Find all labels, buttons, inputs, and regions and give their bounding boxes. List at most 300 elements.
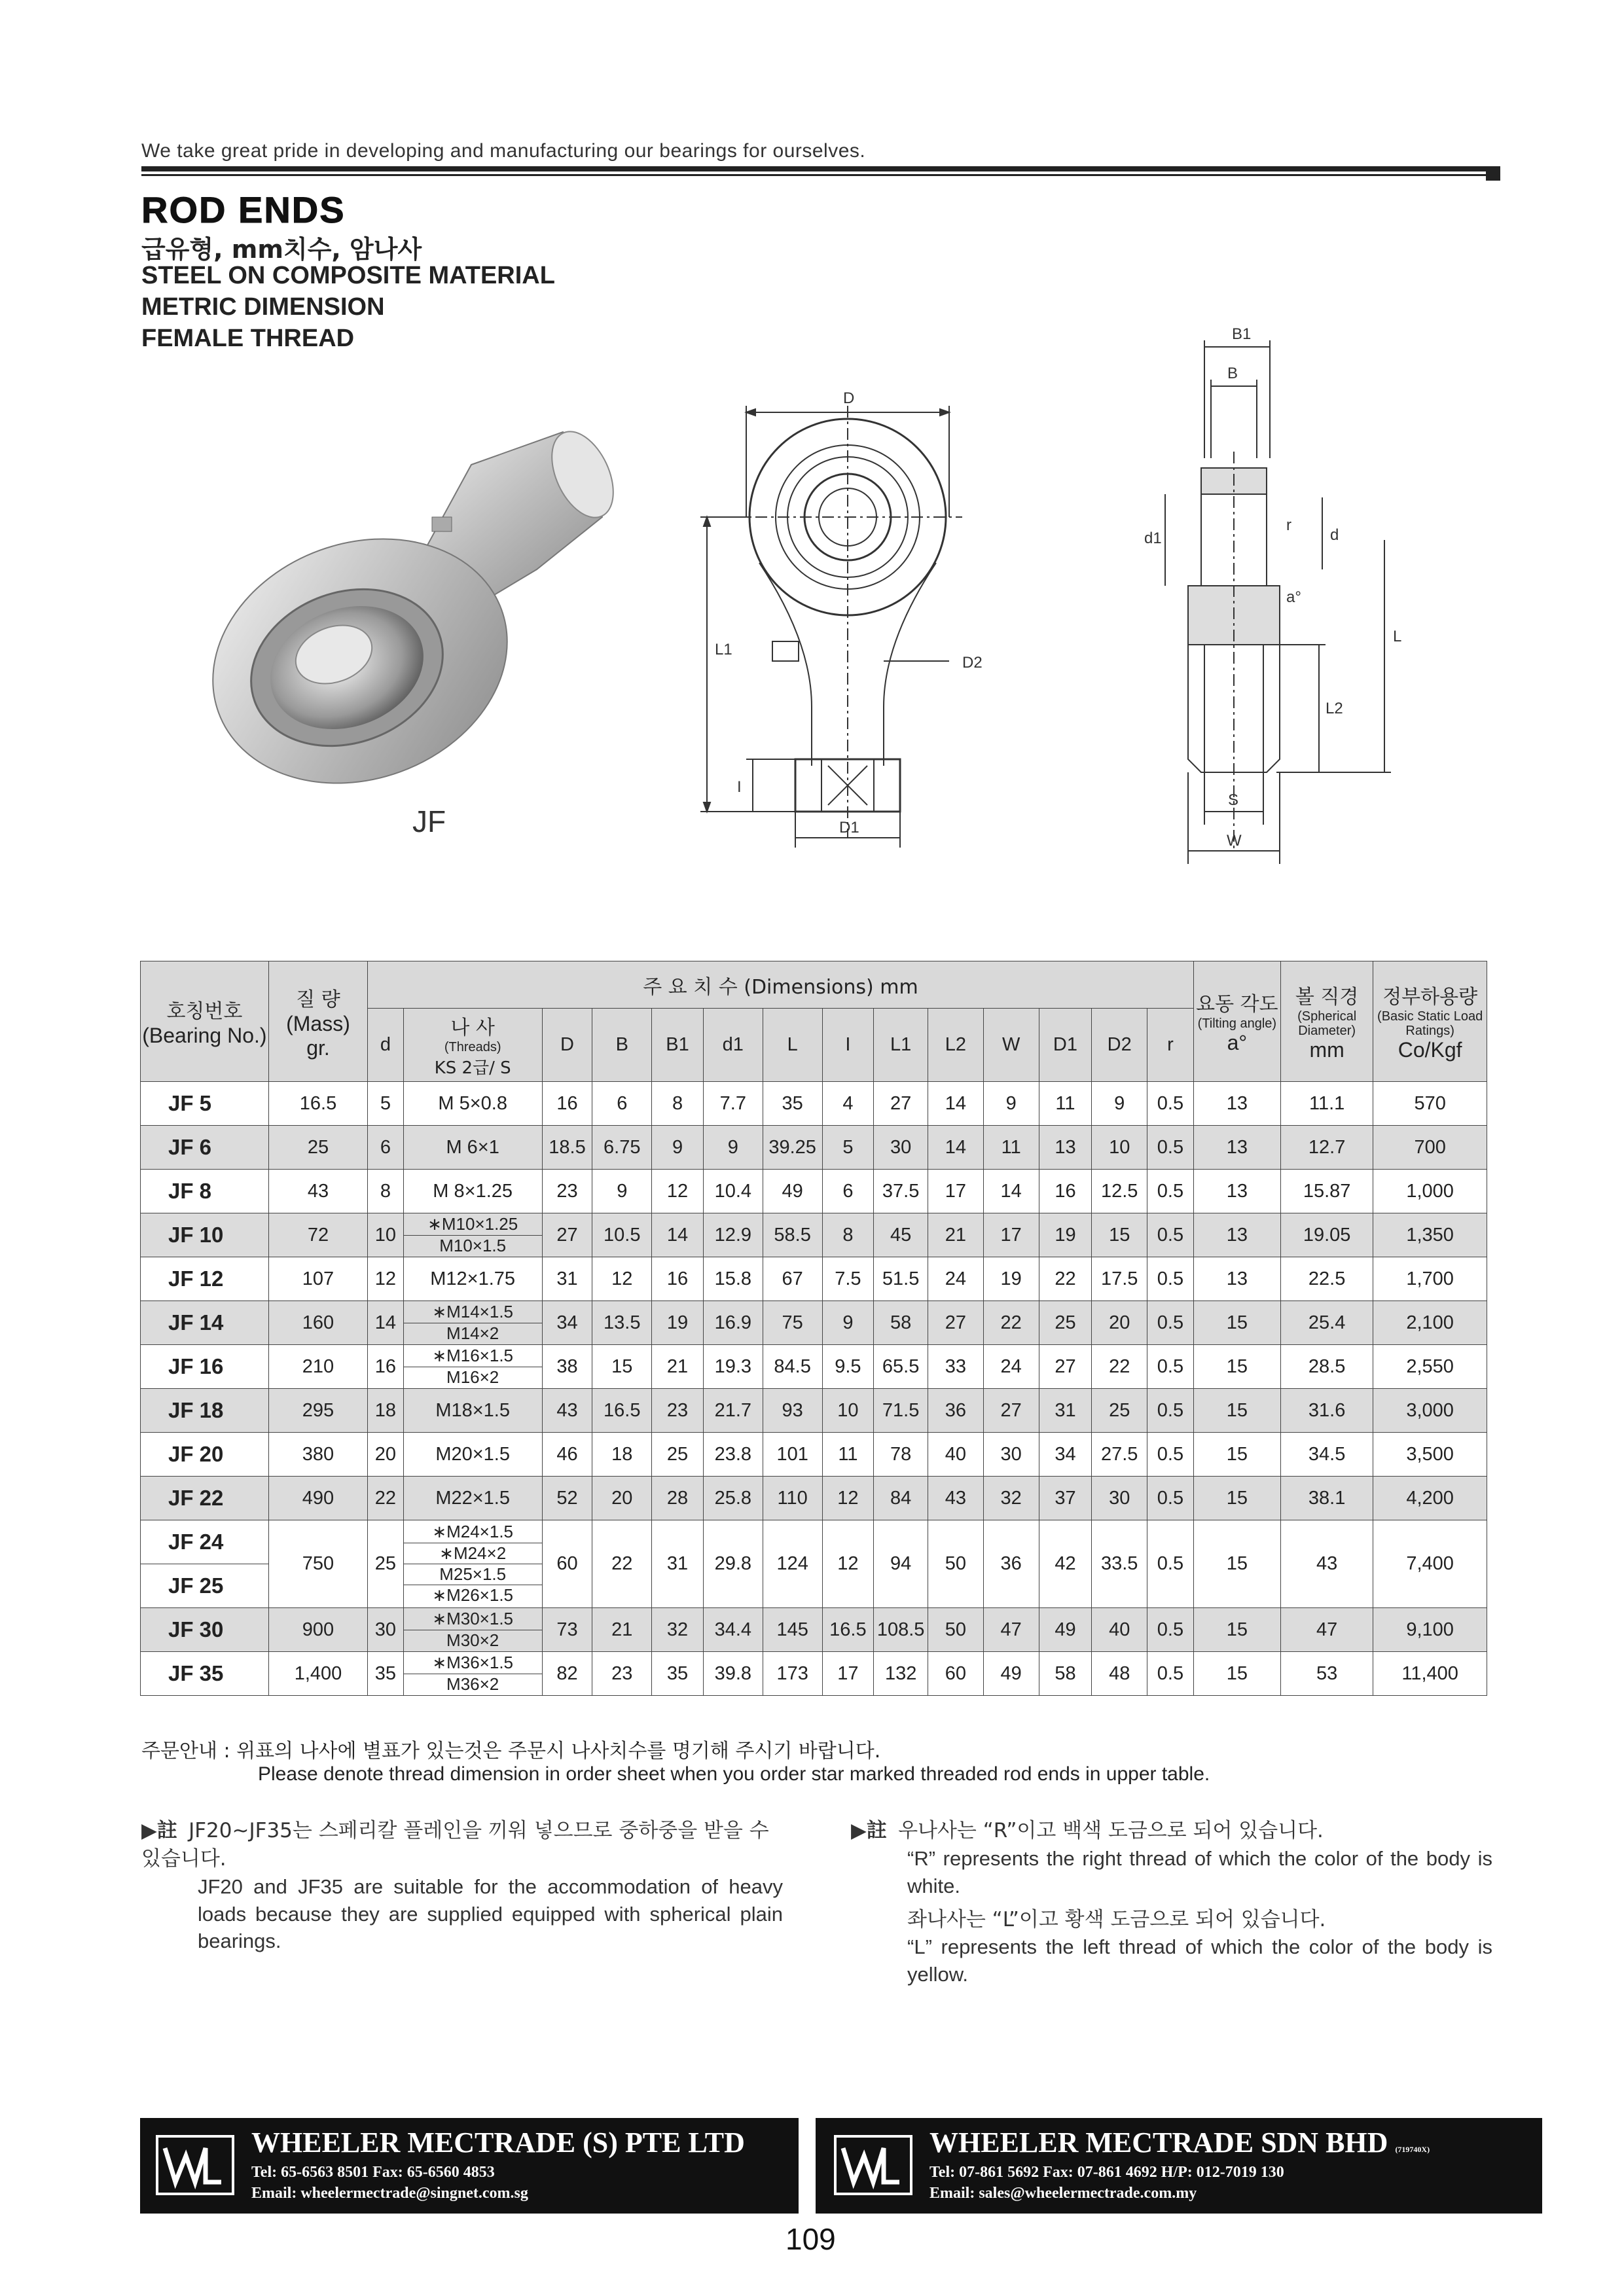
cell-L1: 132 (874, 1652, 928, 1696)
cell-d1: 39.8 (703, 1652, 763, 1696)
cell-ball: 53 (1280, 1652, 1373, 1696)
cell-bearing-no: JF 22 (141, 1477, 269, 1520)
cell-mass: 43 (268, 1170, 367, 1213)
cell-load: 7,400 (1373, 1520, 1487, 1608)
cell-d: 16 (368, 1345, 404, 1389)
cell-B1: 9 (652, 1126, 704, 1170)
label-W: W (1227, 832, 1242, 850)
cell-r: 0.5 (1147, 1301, 1194, 1345)
right-note (851, 1817, 1492, 1988)
note-marker-left: ▶註 (141, 1819, 177, 1842)
cell-L2: 27 (928, 1301, 984, 1345)
header-rule-thin (141, 174, 1500, 176)
cell-load: 2,100 (1373, 1301, 1487, 1345)
cell-B1: 14 (652, 1213, 704, 1257)
cell-ball: 38.1 (1280, 1477, 1373, 1520)
table-row (141, 1301, 1487, 1345)
th-threads: 나 사 (Threads) KS 2급/ S (403, 1009, 542, 1082)
cell-d1: 10.4 (703, 1170, 763, 1213)
cell-L2: 33 (928, 1345, 984, 1389)
cell-D: 27 (542, 1213, 592, 1257)
th-L1: L1 (874, 1009, 928, 1082)
cell-mass: 72 (268, 1213, 367, 1257)
cell-r: 0.5 (1147, 1126, 1194, 1170)
cell-L2: 36 (928, 1389, 984, 1433)
cell-load: 9,100 (1373, 1608, 1487, 1652)
cell-B: 15 (592, 1345, 652, 1389)
cell-threads: M18×1.5 (403, 1389, 542, 1433)
cell-ball: 43 (1280, 1520, 1373, 1608)
cell-B: 16.5 (592, 1389, 652, 1433)
cell-D1: 37 (1039, 1477, 1092, 1520)
cell-B: 9 (592, 1170, 652, 1213)
wm-logo-icon (156, 2135, 234, 2195)
cell-L1: 94 (874, 1520, 928, 1608)
company-tel-my: Tel: 07-861 5692 Fax: 07-861 4692 H/P: 012-7019 130 (929, 2164, 1284, 2181)
cell-load: 1,700 (1373, 1257, 1487, 1301)
thread-spec: ∗M26×1.5 (432, 1585, 514, 1605)
cell-B: 23 (592, 1652, 652, 1696)
thread-spec: ∗M36×1.5 (404, 1653, 542, 1674)
note-marker-right: ▶註 (851, 1819, 887, 1842)
th-load: 정부하용량 (Basic Static Load Ratings) Co/Kgf (1373, 961, 1487, 1082)
cell-D1: 11 (1039, 1082, 1092, 1126)
label-D2: D2 (962, 654, 983, 672)
th-d: d (368, 1009, 404, 1082)
cell-threads: M12×1.75 (403, 1257, 542, 1301)
cell-threads (403, 1520, 542, 1608)
cell-L: 67 (763, 1257, 822, 1301)
company-email-sg: Email: wheelermectrade@singnet.com.sg (251, 2185, 528, 2202)
cell-tilt: 15 (1193, 1301, 1280, 1345)
cell-tilt: 15 (1193, 1345, 1280, 1389)
cell-d: 30 (368, 1608, 404, 1652)
tagline: We take great pride in developing and manufacturing our bearings for ourselves. (141, 140, 866, 162)
cell-B1: 25 (652, 1433, 704, 1477)
thread-spec: ∗M24×1.5 (404, 1522, 542, 1543)
cell-d: 5 (368, 1082, 404, 1126)
cell-mass: 490 (268, 1477, 367, 1520)
cell-threads (403, 1608, 542, 1652)
cell-tilt: 13 (1193, 1082, 1280, 1126)
table-row (141, 1257, 1487, 1301)
cell-I: 9 (822, 1301, 874, 1345)
cell-r: 0.5 (1147, 1213, 1194, 1257)
cell-r: 0.5 (1147, 1608, 1194, 1652)
cell-W: 32 (983, 1477, 1039, 1520)
cell-B1: 28 (652, 1477, 704, 1520)
cell-D: 43 (542, 1389, 592, 1433)
th-L2: L2 (928, 1009, 984, 1082)
cell-bearing-no: JF 16 (141, 1345, 269, 1389)
left-note (141, 1817, 783, 1955)
table-row (141, 1652, 1487, 1696)
cell-tilt: 13 (1193, 1257, 1280, 1301)
cell-L: 35 (763, 1082, 822, 1126)
subtitle-dimension: METRIC DIMENSION (141, 293, 385, 321)
cell-B: 18 (592, 1433, 652, 1477)
cell-ball: 11.1 (1280, 1082, 1373, 1126)
cell-D: 73 (542, 1608, 592, 1652)
cell-D2: 48 (1092, 1652, 1147, 1696)
cell-L1: 45 (874, 1213, 928, 1257)
label-a: a° (1286, 588, 1301, 606)
rod-end-photo-icon (196, 412, 641, 805)
cell-bearing-no: JF 14 (141, 1301, 269, 1345)
label-d: d (1330, 526, 1339, 544)
cell-load: 2,550 (1373, 1345, 1487, 1389)
cell-load: 570 (1373, 1082, 1487, 1126)
label-L: L (1393, 628, 1402, 645)
cell-load: 11,400 (1373, 1652, 1487, 1696)
cell-D: 31 (542, 1257, 592, 1301)
cell-W: 19 (983, 1257, 1039, 1301)
cell-B: 6.75 (592, 1126, 652, 1170)
cell-L1: 78 (874, 1433, 928, 1477)
cell-L1: 37.5 (874, 1170, 928, 1213)
cell-D1: 25 (1039, 1301, 1092, 1345)
cell-D2: 12.5 (1092, 1170, 1147, 1213)
cell-D1: 58 (1039, 1652, 1092, 1696)
label-B1: B1 (1232, 327, 1252, 343)
cell-threads (403, 1213, 542, 1257)
cell-load: 3,000 (1373, 1389, 1487, 1433)
cell-threads: M20×1.5 (403, 1433, 542, 1477)
page-number: 109 (785, 2222, 836, 2256)
cell-L2: 50 (928, 1608, 984, 1652)
cell-bearing-no: JF 12 (141, 1257, 269, 1301)
thread-spec: ∗M16×1.5 (404, 1346, 542, 1367)
cell-W: 27 (983, 1389, 1039, 1433)
cell-D2: 25 (1092, 1389, 1147, 1433)
cell-L1: 108.5 (874, 1608, 928, 1652)
label-D1: D1 (839, 819, 859, 836)
cell-D: 60 (542, 1520, 592, 1608)
cell-L: 39.25 (763, 1126, 822, 1170)
table-row (141, 1520, 1487, 1564)
table-row (141, 1477, 1487, 1520)
cell-load: 1,350 (1373, 1213, 1487, 1257)
thread-spec: ∗M14×1.5 (404, 1302, 542, 1323)
cell-I: 6 (822, 1170, 874, 1213)
cell-d1: 34.4 (703, 1608, 763, 1652)
cell-load: 3,500 (1373, 1433, 1487, 1477)
cell-r: 0.5 (1147, 1433, 1194, 1477)
cell-d1: 9 (703, 1126, 763, 1170)
cell-D2: 10 (1092, 1126, 1147, 1170)
left-note-korean: JF20~JF35는 스페리칼 플레인을 끼워 넣으므로 중하중을 받을 수 있습니다. (141, 1819, 769, 1871)
cell-L1: 84 (874, 1477, 928, 1520)
cell-D2: 22 (1092, 1345, 1147, 1389)
cell-tilt: 15 (1193, 1608, 1280, 1652)
th-tilt: 요동 각도 (Tilting angle) a° (1193, 961, 1280, 1082)
cell-bearing-no: JF 18 (141, 1389, 269, 1433)
cell-r: 0.5 (1147, 1477, 1194, 1520)
model-label: JF (412, 804, 446, 838)
cell-d: 10 (368, 1213, 404, 1257)
cell-d: 12 (368, 1257, 404, 1301)
cell-I: 12 (822, 1520, 874, 1608)
cell-threads (403, 1301, 542, 1345)
cell-tilt: 15 (1193, 1433, 1280, 1477)
cell-D: 18.5 (542, 1126, 592, 1170)
footer-left (140, 2118, 795, 2214)
cell-tilt: 13 (1193, 1213, 1280, 1257)
th-W: W (983, 1009, 1039, 1082)
cell-W: 9 (983, 1082, 1039, 1126)
company-email-my: Email: sales@wheelermectrade.com.my (929, 2185, 1197, 2202)
cell-d1: 29.8 (703, 1520, 763, 1608)
cell-mass: 160 (268, 1301, 367, 1345)
cell-L: 101 (763, 1433, 822, 1477)
company-tel-sg: Tel: 65-6563 8501 Fax: 65-6560 4853 (251, 2164, 495, 2181)
footer-divider (799, 2118, 816, 2214)
cell-r: 0.5 (1147, 1170, 1194, 1213)
order-note-korean: 주문안내 : 위표의 나사에 별표가 있는것은 주문시 나사치수를 명기해 주시기 바랍니다. (141, 1740, 881, 1763)
cell-L1: 65.5 (874, 1345, 928, 1389)
cell-d1: 21.7 (703, 1389, 763, 1433)
thread-spec: M30×2 (446, 1630, 499, 1650)
cell-B: 21 (592, 1608, 652, 1652)
cell-ball: 47 (1280, 1608, 1373, 1652)
cell-B: 22 (592, 1520, 652, 1608)
front-view-drawing (687, 340, 1001, 851)
cell-D1: 27 (1039, 1345, 1092, 1389)
th-mass: 질 량 (Mass) gr. (268, 961, 367, 1082)
cell-D: 38 (542, 1345, 592, 1389)
cell-D2: 33.5 (1092, 1520, 1147, 1608)
cell-threads: M22×1.5 (403, 1477, 542, 1520)
cell-D2: 9 (1092, 1082, 1147, 1126)
cell-tilt: 15 (1193, 1389, 1280, 1433)
cell-L2: 40 (928, 1433, 984, 1477)
cell-bearing-no: JF 6 (141, 1126, 269, 1170)
cell-d1: 23.8 (703, 1433, 763, 1477)
label-S: S (1228, 791, 1239, 809)
cell-r: 0.5 (1147, 1082, 1194, 1126)
cell-I: 10 (822, 1389, 874, 1433)
cell-d1: 25.8 (703, 1477, 763, 1520)
cell-W: 11 (983, 1126, 1039, 1170)
cell-D: 52 (542, 1477, 592, 1520)
cell-W: 22 (983, 1301, 1039, 1345)
cell-tilt: 15 (1193, 1520, 1280, 1608)
cell-W: 49 (983, 1652, 1039, 1696)
cell-L2: 60 (928, 1652, 984, 1696)
th-bearing: 호칭번호 (Bearing No.) (141, 961, 269, 1082)
label-d1: d1 (1144, 529, 1162, 547)
cell-ball: 28.5 (1280, 1345, 1373, 1389)
cell-D1: 34 (1039, 1433, 1092, 1477)
cell-L2: 17 (928, 1170, 984, 1213)
cell-L1: 51.5 (874, 1257, 928, 1301)
th-L: L (763, 1009, 822, 1082)
cell-mass: 16.5 (268, 1082, 367, 1126)
cell-ball: 12.7 (1280, 1126, 1373, 1170)
spec-table (140, 961, 1487, 1696)
cell-B: 10.5 (592, 1213, 652, 1257)
cell-D1: 49 (1039, 1608, 1092, 1652)
cell-B: 6 (592, 1082, 652, 1126)
cell-I: 11 (822, 1433, 874, 1477)
cell-threads: M 5×0.8 (403, 1082, 542, 1126)
thread-spec: ∗M24×2 (404, 1543, 542, 1564)
right-note-english-2: “L” represents the left thread of which the color of the body is yellow. (907, 1935, 1492, 1986)
cell-B1: 23 (652, 1389, 704, 1433)
cell-threads (403, 1345, 542, 1389)
thread-spec: ∗M10×1.25 (404, 1214, 542, 1235)
cell-D2: 30 (1092, 1477, 1147, 1520)
cell-L2: 14 (928, 1126, 984, 1170)
cell-B1: 12 (652, 1170, 704, 1213)
cell-mass: 295 (268, 1389, 367, 1433)
cell-L1: 30 (874, 1126, 928, 1170)
table-row (141, 1170, 1487, 1213)
cell-D1: 16 (1039, 1170, 1092, 1213)
cell-D: 82 (542, 1652, 592, 1696)
cell-L: 145 (763, 1608, 822, 1652)
cell-bearing-no: JF 10 (141, 1213, 269, 1257)
table-row (141, 1082, 1487, 1126)
cell-B: 13.5 (592, 1301, 652, 1345)
label-L1: L1 (715, 641, 732, 658)
cell-L1: 71.5 (874, 1389, 928, 1433)
cell-bearing-no: JF 20 (141, 1433, 269, 1477)
cell-d: 8 (368, 1170, 404, 1213)
cell-L: 93 (763, 1389, 822, 1433)
right-note-korean-1: 우나사는 “R”이고 백색 도금으로 되어 있습니다. (898, 1819, 1324, 1842)
cell-B1: 21 (652, 1345, 704, 1389)
cell-d: 35 (368, 1652, 404, 1696)
cell-B1: 8 (652, 1082, 704, 1126)
cell-d: 20 (368, 1433, 404, 1477)
cell-bearing-no: JF 30 (141, 1608, 269, 1652)
cell-B1: 31 (652, 1520, 704, 1608)
cell-D: 46 (542, 1433, 592, 1477)
thread-spec: M36×2 (446, 1674, 499, 1694)
cell-bearing-no: JF 25 (141, 1564, 269, 1608)
cell-mass: 750 (268, 1520, 367, 1608)
cell-I: 12 (822, 1477, 874, 1520)
cell-bearing-no: JF 5 (141, 1082, 269, 1126)
right-note-korean-2: 좌나사는 “L”이고 황색 도금으로 되어 있습니다. (907, 1907, 1326, 1931)
cell-tilt: 13 (1193, 1126, 1280, 1170)
cell-mass: 25 (268, 1126, 367, 1170)
cell-L: 110 (763, 1477, 822, 1520)
cell-tilt: 15 (1193, 1477, 1280, 1520)
table-row (141, 1345, 1487, 1389)
cell-B: 12 (592, 1257, 652, 1301)
cell-W: 47 (983, 1608, 1039, 1652)
cell-mass: 1,400 (268, 1652, 367, 1696)
label-I: I (737, 778, 742, 796)
cell-L1: 27 (874, 1082, 928, 1126)
cell-D: 23 (542, 1170, 592, 1213)
th-B: B (592, 1009, 652, 1082)
cell-d1: 15.8 (703, 1257, 763, 1301)
cell-D2: 17.5 (1092, 1257, 1147, 1301)
cell-d: 6 (368, 1126, 404, 1170)
label-r: r (1286, 516, 1291, 534)
cell-bearing-no: JF 8 (141, 1170, 269, 1213)
th-d1: d1 (703, 1009, 763, 1082)
cell-mass: 210 (268, 1345, 367, 1389)
cell-L: 49 (763, 1170, 822, 1213)
cell-d1: 12.9 (703, 1213, 763, 1257)
company-name-sg: WHEELER MECTRADE (S) PTE LTD (251, 2126, 745, 2159)
cell-D2: 27.5 (1092, 1433, 1147, 1477)
th-dimensions: 주 요 치 수 (Dimensions) mm (368, 961, 1194, 1009)
cell-L: 58.5 (763, 1213, 822, 1257)
cell-L2: 43 (928, 1477, 984, 1520)
th-D: D (542, 1009, 592, 1082)
cell-D2: 20 (1092, 1301, 1147, 1345)
cell-ball: 34.5 (1280, 1433, 1373, 1477)
right-note-english-1: “R” represents the right thread of which the color of the body is white. (907, 1846, 1492, 1897)
cell-W: 24 (983, 1345, 1039, 1389)
cell-L2: 24 (928, 1257, 984, 1301)
cell-L: 75 (763, 1301, 822, 1345)
thread-spec: M10×1.5 (439, 1235, 507, 1255)
cell-B1: 32 (652, 1608, 704, 1652)
table-row (141, 1608, 1487, 1652)
cell-I: 4 (822, 1082, 874, 1126)
cell-threads (403, 1652, 542, 1696)
th-r: r (1147, 1009, 1194, 1082)
table-row (141, 1389, 1487, 1433)
cell-L2: 50 (928, 1520, 984, 1608)
cell-ball: 22.5 (1280, 1257, 1373, 1301)
cell-D1: 22 (1039, 1257, 1092, 1301)
subtitle-thread: FEMALE THREAD (141, 325, 355, 352)
cell-L2: 14 (928, 1082, 984, 1126)
cell-D1: 19 (1039, 1213, 1092, 1257)
table-row (141, 1433, 1487, 1477)
cell-d: 25 (368, 1520, 404, 1608)
th-I: I (822, 1009, 874, 1082)
cell-I: 17 (822, 1652, 874, 1696)
company-reg-my: (719740X) (1395, 2145, 1430, 2154)
th-D1: D1 (1039, 1009, 1092, 1082)
cell-r: 0.5 (1147, 1345, 1194, 1389)
cell-r: 0.5 (1147, 1652, 1194, 1696)
table-row (141, 1213, 1487, 1257)
page-title: ROD ENDS (141, 189, 346, 230)
thread-spec: ∗M30×1.5 (404, 1609, 542, 1630)
cell-d: 14 (368, 1301, 404, 1345)
cell-B1: 35 (652, 1652, 704, 1696)
cell-threads: M 8×1.25 (403, 1170, 542, 1213)
cell-d1: 16.9 (703, 1301, 763, 1345)
cell-I: 8 (822, 1213, 874, 1257)
wm-logo-icon (834, 2135, 912, 2195)
cell-load: 4,200 (1373, 1477, 1487, 1520)
th-B1: B1 (652, 1009, 704, 1082)
cell-B: 20 (592, 1477, 652, 1520)
cell-mass: 900 (268, 1608, 367, 1652)
cell-B1: 19 (652, 1301, 704, 1345)
label-D: D (843, 389, 855, 407)
cell-threads: M 6×1 (403, 1126, 542, 1170)
subtitle-material: STEEL ON COMPOSITE MATERIAL (141, 262, 555, 289)
cell-I: 9.5 (822, 1345, 874, 1389)
thread-spec: M14×2 (446, 1323, 499, 1343)
cell-mass: 107 (268, 1257, 367, 1301)
footer-right (818, 2118, 1542, 2214)
table-row (141, 1126, 1487, 1170)
cell-d: 18 (368, 1389, 404, 1433)
thread-spec: M16×2 (446, 1367, 499, 1387)
